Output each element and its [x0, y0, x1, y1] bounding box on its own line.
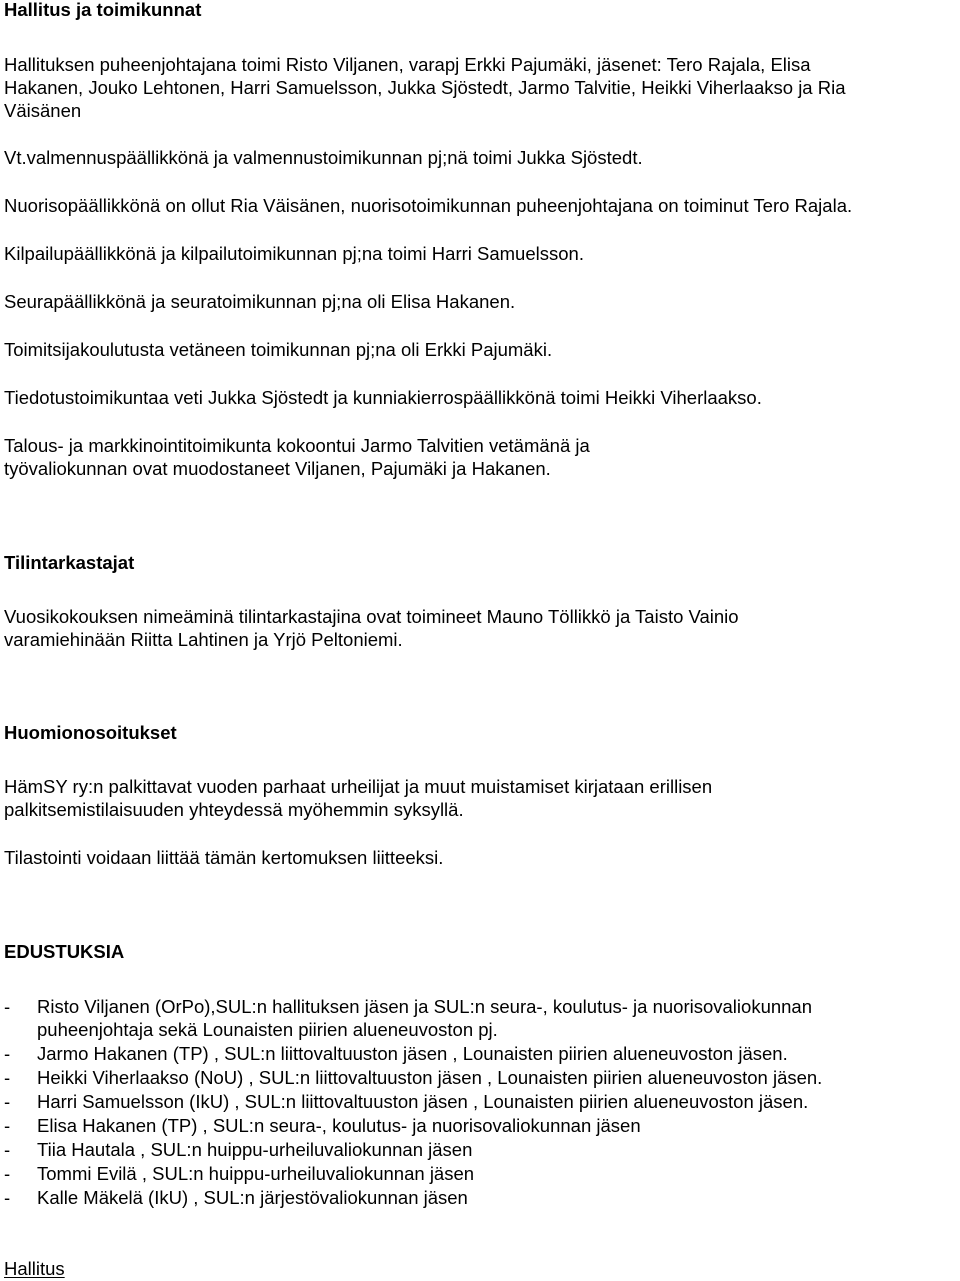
representation-list-item: Tiia Hautala , SUL:n huippu-urheiluvaliokunnan jäsen: [37, 1139, 473, 1160]
board-paragraph: Toimitsijakoulutusta vetäneen toimikunnan pj;na oli Erkki Pajumäki.: [4, 339, 553, 360]
board-paragraph-line: Hallituksen puheenjohtajana toimi Risto Viljanen, varapj Erkki Pajumäki, jäsenet: Tero Rajala, Elisa: [4, 54, 811, 75]
list-bullet-dash: -: [4, 1043, 11, 1064]
section-heading-auditors: Tilintarkastajat: [4, 552, 135, 573]
auditors-paragraph-line: Vuosikokouksen nimeäminä tilintarkastajina ovat toimineet Mauno Töllikkö ja Taisto Vainio: [4, 606, 739, 627]
board-paragraph-line: Hakanen, Jouko Lehtonen, Harri Samuelsson, Jukka Sjöstedt, Jarmo Talvitie, Heikki Viherlaakso ja Ria: [4, 77, 846, 98]
representation-list-item: Elisa Hakanen (TP) , SUL:n seura-, koulutus- ja nuorisovaliokunnan jäsen: [37, 1115, 641, 1136]
section-heading-board: Hallitus ja toimikunnat: [4, 0, 202, 20]
section-heading-representation: EDUSTUKSIA: [4, 941, 125, 962]
awards-paragraph: Tilastointi voidaan liittää tämän kertomuksen liitteeksi.: [4, 847, 444, 868]
list-bullet-dash: -: [4, 1139, 11, 1160]
board-paragraph-line: työvaliokunnan ovat muodostaneet Viljanen, Pajumäki ja Hakanen.: [4, 458, 551, 479]
next-section-heading-board: Hallitus: [4, 1258, 65, 1279]
list-bullet-dash: -: [4, 1187, 11, 1208]
board-paragraph-line: Väisänen: [4, 100, 82, 121]
auditors-paragraph-line: varamiehinään Riitta Lahtinen ja Yrjö Peltoniemi.: [4, 629, 403, 650]
list-bullet-dash: -: [4, 1115, 11, 1136]
board-paragraph-line: Talous- ja markkinointitoimikunta kokoontui Jarmo Talvitien vetämänä ja: [4, 435, 590, 456]
list-bullet-dash: -: [4, 996, 11, 1017]
list-bullet-dash: -: [4, 1067, 11, 1088]
board-paragraph: Seurapäällikkönä ja seuratoimikunnan pj;na oli Elisa Hakanen.: [4, 291, 516, 312]
board-paragraph: Vt.valmennuspäällikkönä ja valmennustoimikunnan pj;nä toimi Jukka Sjöstedt.: [4, 147, 643, 168]
list-bullet-dash: -: [4, 1091, 11, 1112]
awards-paragraph-line: palkitsemistilaisuuden yhteydessä myöhemmin syksyllä.: [4, 799, 464, 820]
representation-list-item: Jarmo Hakanen (TP) , SUL:n liittovaltuuston jäsen , Lounaisten piirien alueneuvoston jäsen.: [37, 1043, 788, 1064]
awards-paragraph-line: HämSY ry:n palkittavat vuoden parhaat urheilijat ja muut muistamiset kirjataan erillisen: [4, 776, 713, 797]
list-bullet-dash: -: [4, 1163, 11, 1184]
section-heading-awards: Huomionosoitukset: [4, 722, 177, 743]
board-paragraph: Kilpailupäällikkönä ja kilpailutoimikunnan pj;na toimi Harri Samuelsson.: [4, 243, 584, 264]
board-paragraph: Tiedotustoimikuntaa veti Jukka Sjöstedt ja kunniakierrospäällikkönä toimi Heikki Viherlaakso.: [4, 387, 762, 408]
representation-list-item: Harri Samuelsson (IkU) , SUL:n liittovaltuuston jäsen , Lounaisten piirien alueneuvoston jäsen.: [37, 1091, 809, 1112]
representation-list-item: Tommi Evilä , SUL:n huippu-urheiluvaliokunnan jäsen: [37, 1163, 475, 1184]
representation-list-item-continuation: puheenjohtaja sekä Lounaisten piirien alueneuvoston pj.: [37, 1019, 498, 1040]
board-paragraph: Nuorisopäällikkönä on ollut Ria Väisänen, nuorisotoimikunnan puheenjohtajana on toiminut Tero Rajala.: [4, 195, 853, 216]
representation-list-item: Heikki Viherlaakso (NoU) , SUL:n liittovaltuuston jäsen , Lounaisten piirien alueneuvoston jäsen.: [37, 1067, 823, 1088]
representation-list-item: Risto Viljanen (OrPo),SUL:n hallituksen jäsen ja SUL:n seura-, koulutus- ja nuorisovaliokunnan: [37, 996, 813, 1017]
representation-list-item: Kalle Mäkelä (IkU) , SUL:n järjestövaliokunnan jäsen: [37, 1187, 468, 1208]
